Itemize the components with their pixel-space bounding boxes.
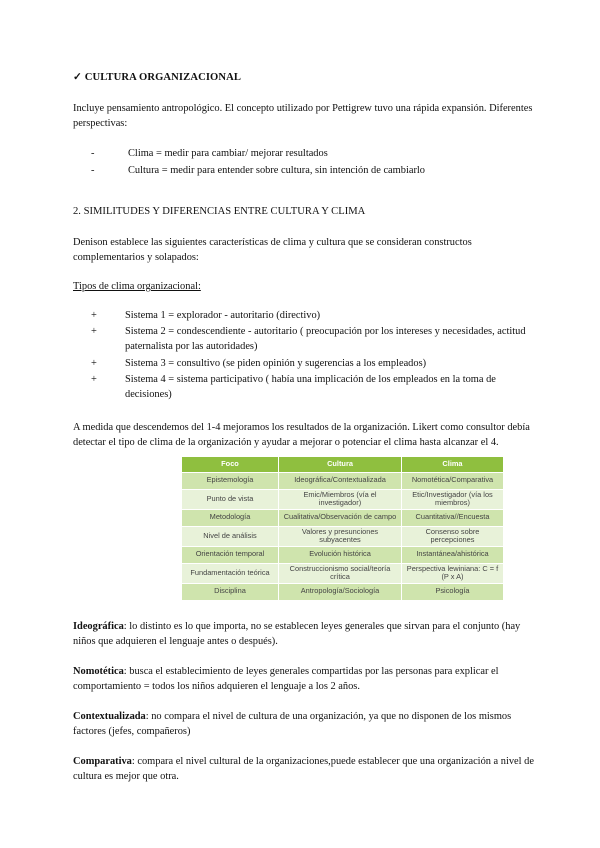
definition-text: : no compara el nivel de cultura de una organización, ya que no disponen de los mismos factores (jefes, compañeros) <box>73 711 512 738</box>
culture-climate-table <box>181 456 504 601</box>
section2-conclusion: A medida que descendemos del 1-4 mejoramos los resultados de la organización. Likert como consultor debía detectar el tipo de clima de la organización y ayudar a mejorar o potenciar el clima hasta alcanzar el 4. <box>73 421 530 448</box>
table-row <box>182 563 504 583</box>
section1-intro: Incluye pensamiento antropológico. El concepto utilizado por Pettigrew tuvo una rápida expansión. Diferentes perspectivas: <box>73 103 533 130</box>
definition-term: Ideográfica <box>73 620 124 632</box>
table-row <box>182 583 504 600</box>
definition-text: : busca el establecimiento de leyes generales compartidas por las personas para explicar el comportamiento = todos los niños adquieren el lenguaje a los 2 años. <box>73 665 499 692</box>
definition-text: : lo distinto es lo que importa, no se establecen leyes generales que sirvan para el conjunto (hay niños que adquieren el lenguaje antes o después). <box>73 620 521 647</box>
table-cell: Cuantitativa//Encuesta <box>402 509 504 526</box>
table-cell: Disciplina <box>182 583 279 600</box>
table-header-row <box>182 456 504 472</box>
climate-types-list <box>73 308 535 401</box>
definition-term: Comparativa <box>73 756 132 768</box>
perspectives-list <box>73 146 535 178</box>
table-header: Cultura <box>279 456 402 472</box>
document-page <box>73 70 535 799</box>
list-item: - Cultura = medir para entender sobre cultura, sin intención de cambiarlo <box>91 164 425 176</box>
table-cell: Orientación temporal <box>182 546 279 563</box>
table-cell: Epistemología <box>182 472 279 489</box>
table-cell: Cualitativa/Observación de campo <box>279 509 402 526</box>
list-item: + Sistema 2 = condescendiente - autoritario ( preocupación por los intereses y necesidades, actitud paternalista por las autoridades) <box>91 326 526 353</box>
section2-intro: Denison establece las siguientes características de clima y cultura que se consideran constructos complementarios y solapados: <box>73 237 472 264</box>
section1-title: ✓ CULTURA ORGANIZACIONAL <box>73 72 242 83</box>
definition-comparativa <box>73 754 535 784</box>
definition-contextualizada <box>73 709 535 739</box>
table-row <box>182 546 504 563</box>
section2-title: 2. SIMILITUDES Y DIFERENCIAS ENTRE CULTURA Y CLIMA <box>73 205 366 217</box>
table-cell: Psicología <box>402 583 504 600</box>
table-header: Clima <box>402 456 504 472</box>
table-header: Foco <box>182 456 279 472</box>
list-item: + Sistema 1 = explorador - autoritario (directivo) <box>91 310 321 322</box>
table-cell: Evolución histórica <box>279 546 402 563</box>
table-row <box>182 526 504 546</box>
table-cell: Valores y presunciones subyacentes <box>279 526 402 546</box>
climate-types-subtitle: Tipos de clima organizacional: <box>73 281 201 293</box>
table-cell: Metodología <box>182 509 279 526</box>
definition-ideografica <box>73 619 535 649</box>
table-cell: Nomotética/Comparativa <box>402 472 504 489</box>
table-cell: Ideográfica/Contextualizada <box>279 472 402 489</box>
table-row <box>182 472 504 489</box>
list-item: + Sistema 3 = consultivo (se piden opinión y sugerencias a los empleados) <box>91 357 427 369</box>
table-cell: Antropología/Sociología <box>279 583 402 600</box>
table-cell: Etic/Investigador (vía los miembros) <box>402 489 504 509</box>
table-cell: Perspectiva lewiniana: C = f (P x A) <box>402 563 504 583</box>
table-row <box>182 509 504 526</box>
definition-nomotetica <box>73 664 535 694</box>
definition-text: : compara el nivel cultural de la organizaciones,puede establecer que una organización a nivel de cultura es mejor que otra. <box>73 756 534 783</box>
table-cell: Instantánea/ahistórica <box>402 546 504 563</box>
table-cell: Nivel de análisis <box>182 526 279 546</box>
table-cell: Consenso sobre percepciones <box>402 526 504 546</box>
table-cell: Emic/Miembros (vía el investigador) <box>279 489 402 509</box>
table-cell: Construccionismo social/teoría crítica <box>279 563 402 583</box>
table-cell: Punto de vista <box>182 489 279 509</box>
definition-term: Contextualizada <box>73 711 146 723</box>
table-cell: Fundamentación teórica <box>182 563 279 583</box>
definition-term: Nomotética <box>73 665 124 677</box>
table-row <box>182 489 504 509</box>
list-item: - Clima = medir para cambiar/ mejorar resultados <box>91 147 328 159</box>
list-item: + Sistema 4 = sistema participativo ( había una implicación de los empleados en la toma de decisiones) <box>91 373 496 400</box>
